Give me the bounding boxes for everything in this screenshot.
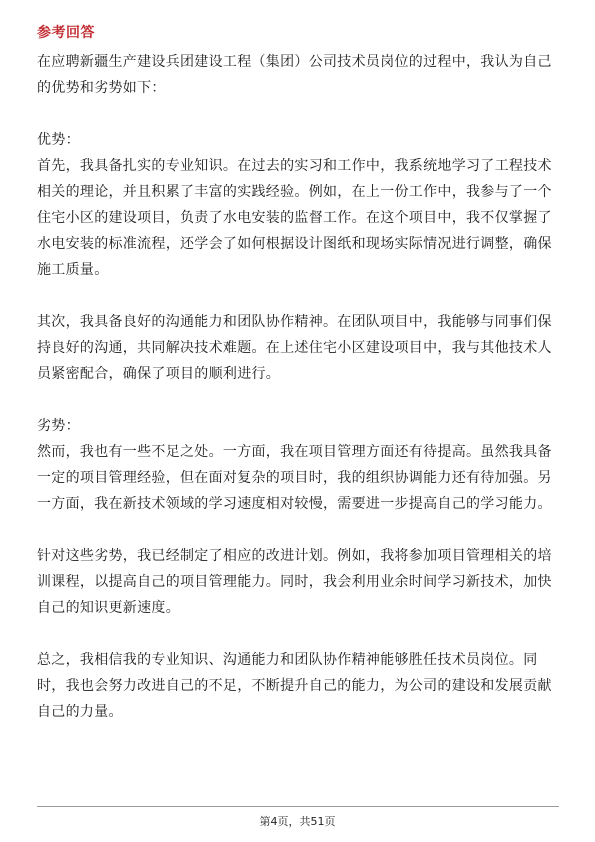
paragraph-gap (37, 283, 559, 309)
intro-paragraph: 在应聘新疆生产建设兵团建设工程（集团）公司技术员岗位的过程中，我认为自己的优势和劣势如下： (37, 54, 552, 96)
page-number: 第4页，共51页 (259, 815, 336, 828)
strength-paragraph-2: 其次，我具备良好的沟通能力和团队协作精神。在团队项目中，我能够与同事们保持良好的沟通，共同解决技术难题。在上述住宅小区建设项目中，我与其他技术人员紧密配合，确保了项目的顺利进行。 (37, 314, 552, 382)
paragraph-gap (37, 517, 559, 543)
improvement-paragraph: 针对这些劣势，我已经制定了相应的改进计划。例如，我将参加项目管理相关的培训课程，以提高自己的项目管理能力。同时，我会利用业余时间学习新技术，加快自己的知识更新速度。 (37, 548, 552, 616)
paragraph-gap (37, 387, 559, 413)
footer-divider (37, 806, 559, 807)
paragraph-gap (37, 101, 559, 127)
weakness-paragraph: 然而，我也有一些不足之处。一方面，我在项目管理方面还有待提高。虽然我具备一定的项目管理经验，但在面对复杂的项目时，我的组织协调能力还有待加强。另一方面，我在新技术领域的学习速度相对较慢，需要进一步提高自己的学习能力。 (37, 444, 552, 512)
strength-paragraph-1: 首先，我具备扎实的专业知识。在过去的实习和工作中，我系统地学习了工程技术相关的理论，并且积累了丰富的实践经验。例如，在上一份工作中，我参与了一个住宅小区的建设项目，负责了水电安装的监督工作。在这个项目中，我不仅掌握了水电安装的标准流程，还学会了如何根据设计图纸和现场实际情况进行调整，确保施工质量。 (37, 158, 552, 278)
conclusion-paragraph: 总之，我相信我的专业知识、沟通能力和团队协作精神能够胜任技术员岗位。同时，我也会努力改进自己的不足，不断提升自己的能力，为公司的建设和发展贡献自己的力量。 (37, 652, 552, 720)
answer-body (37, 49, 559, 725)
weaknesses-label: 劣势： (37, 418, 80, 434)
strengths-label: 优势： (37, 132, 80, 148)
section-heading: 参考回答 (37, 25, 95, 41)
paragraph-gap (37, 621, 559, 647)
